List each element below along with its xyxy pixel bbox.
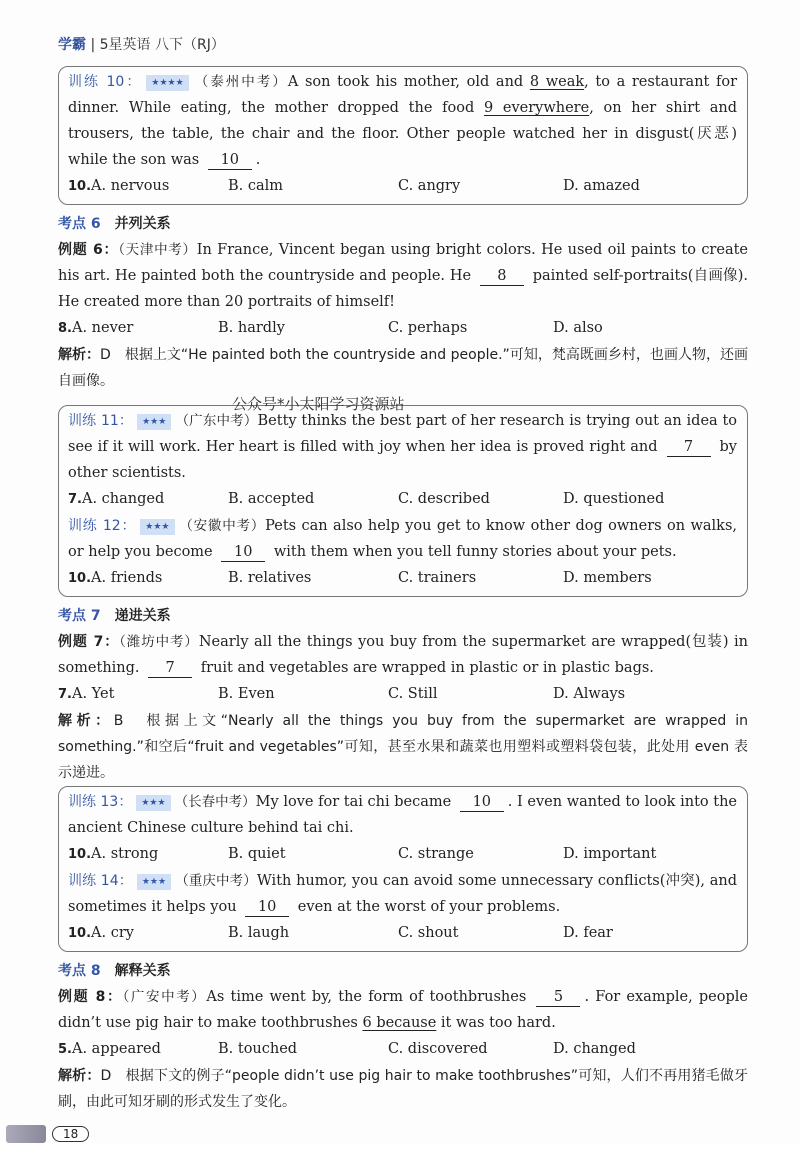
analysis-label: 解析： xyxy=(58,713,114,729)
footer-tab xyxy=(6,1125,46,1143)
question-text xyxy=(58,237,748,315)
text-segment: with them when you tell funny stories about your pets. xyxy=(269,544,677,560)
option-c xyxy=(398,565,563,592)
answer-blank: 5 xyxy=(536,988,580,1007)
option-a xyxy=(68,565,228,592)
option-text: A. appeared xyxy=(71,1041,161,1057)
text-segment: With humor, you can avoid some unnecessary conflicts(冲突), and sometimes it helps you xyxy=(68,873,738,915)
exercise-label: 训练 11： xyxy=(68,413,134,429)
option-b xyxy=(218,681,388,708)
text-segment: 9 everywhere xyxy=(483,100,590,116)
option-text: D. amazed xyxy=(563,178,640,194)
answer-options xyxy=(68,841,737,868)
option-text: B. relatives xyxy=(228,570,312,586)
text-segment: My love for tai chi became xyxy=(255,794,456,810)
topic-number: 考点 6 xyxy=(58,216,101,232)
answer-options xyxy=(68,920,737,947)
option-text: D. fear xyxy=(563,925,613,941)
option-a xyxy=(58,315,218,342)
text-segment: 8 weak xyxy=(529,74,585,90)
example-label: 例题 6： xyxy=(58,242,119,258)
option-c xyxy=(398,920,563,947)
option-text: C. strange xyxy=(398,846,474,862)
exam-source: （广安中考） xyxy=(122,989,207,1005)
book-series: 5星英语 八下（RJ） xyxy=(99,37,225,53)
topic-title: 递进关系 xyxy=(114,608,171,624)
text-segment: A son took his mother, old and xyxy=(287,74,530,90)
answer-blank: 10 xyxy=(460,793,504,812)
text-segment: In France, Vincent began using bright colors. He used oil paints to create his art. He painted both the countryside and people. He xyxy=(58,242,749,284)
option-text: C. Still xyxy=(388,686,438,702)
option-c xyxy=(398,173,563,200)
option-a xyxy=(68,173,228,200)
option-text: B. accepted xyxy=(228,491,315,507)
topic-title: 解释关系 xyxy=(114,963,171,979)
option-d xyxy=(563,841,737,868)
text-segment: by other scientists. xyxy=(68,439,737,481)
answer-options xyxy=(68,565,737,592)
question-text xyxy=(68,408,737,486)
question-text xyxy=(68,868,737,920)
exercise-content xyxy=(58,0,748,1115)
exercise-box xyxy=(58,786,748,952)
topic-title: 并列关系 xyxy=(114,216,171,232)
option-text: D. members xyxy=(563,570,652,586)
option-a xyxy=(58,1036,218,1063)
topic-heading xyxy=(58,958,748,984)
text-segment: Betty thinks the best part of her research is trying out an idea to see if it will work. Her heart is filled with joy when her idea is proved right and xyxy=(68,413,738,455)
option-text: A. never xyxy=(71,320,134,336)
option-text: A. nervous xyxy=(91,178,170,194)
topic-heading xyxy=(58,211,748,237)
question-number: 7. xyxy=(68,492,82,507)
example-label: 例题 8： xyxy=(58,989,123,1005)
text-segment: Pets can also help you get to know other dog owners on walks, or help you become xyxy=(68,518,738,560)
option-text: C. discovered xyxy=(388,1041,488,1057)
option-text: C. shout xyxy=(398,925,459,941)
option-text: D. changed xyxy=(553,1041,636,1057)
option-d xyxy=(553,1036,748,1063)
option-text: B. laugh xyxy=(228,925,290,941)
question-text xyxy=(68,513,737,565)
option-text: B. Even xyxy=(218,686,275,702)
answer-options xyxy=(68,486,737,513)
option-text: D. also xyxy=(553,320,603,336)
option-c xyxy=(388,681,553,708)
answer-blank: 10 xyxy=(245,898,289,917)
brand-logo: 学霸 xyxy=(58,37,86,53)
option-d xyxy=(553,315,748,342)
analysis xyxy=(58,708,748,786)
option-a xyxy=(68,486,228,513)
example-label: 例题 7： xyxy=(58,634,120,650)
difficulty-stars-icon: ★★★ xyxy=(137,874,171,890)
option-a xyxy=(58,681,218,708)
topic-number: 考点 7 xyxy=(58,608,101,624)
option-b xyxy=(228,841,398,868)
option-text: B. hardly xyxy=(218,320,285,336)
option-text: D. questioned xyxy=(563,491,665,507)
option-b xyxy=(228,920,398,947)
analysis-text: D 根据下文的例子“people didn’t use pig hair to make toothbrushes”可知，人们不再用猪毛做牙刷，由此可知牙刷的形式发生了变化。 xyxy=(58,1068,749,1110)
option-text: A. cry xyxy=(91,925,134,941)
text-segment: , to a restaurant for dinner. While eating, the mother dropped the food xyxy=(68,74,738,116)
option-text: C. described xyxy=(398,491,490,507)
exercise-label: 训练 12： xyxy=(68,518,137,534)
text-segment: 6 because xyxy=(362,1015,437,1031)
option-text: C. trainers xyxy=(398,570,477,586)
text-segment: it was too hard. xyxy=(436,1015,556,1031)
question-number: 10. xyxy=(68,571,92,586)
answer-blank: 10 xyxy=(221,543,265,562)
option-d xyxy=(553,681,748,708)
exam-source: （重庆中考） xyxy=(175,873,257,889)
analysis xyxy=(58,342,748,394)
topic-heading xyxy=(58,603,748,629)
option-text: B. calm xyxy=(228,178,284,194)
option-text: A. changed xyxy=(81,491,165,507)
question-number: 8. xyxy=(58,321,72,336)
answer-options xyxy=(68,173,737,200)
option-b xyxy=(228,173,398,200)
option-text: B. touched xyxy=(218,1041,298,1057)
analysis-text: D 根据上文“He painted both the countryside and people.”可知，梵高既画乡村，也画人物，还画自画像。 xyxy=(58,347,749,389)
analysis xyxy=(58,1063,748,1115)
watermark: 公众号*小太阳学习资源站 xyxy=(232,395,405,413)
option-text: D. Always xyxy=(553,686,626,702)
option-c xyxy=(388,315,553,342)
page-number: 18 xyxy=(52,1126,89,1142)
exercise-label: 训练 14： xyxy=(68,873,133,889)
option-d xyxy=(563,486,737,513)
option-d xyxy=(563,565,737,592)
exam-source: （天津中考） xyxy=(118,242,197,258)
question-number: 10. xyxy=(68,926,92,941)
question-number: 10. xyxy=(68,179,92,194)
option-c xyxy=(398,841,563,868)
option-c xyxy=(388,1036,553,1063)
question-text xyxy=(68,69,737,173)
page-footer xyxy=(6,1123,800,1143)
option-d xyxy=(563,173,737,200)
question-text xyxy=(58,984,748,1036)
exercise-box xyxy=(58,66,748,205)
text-segment: painted self-portraits(自画像). He created more than 20 portraits of himself! xyxy=(58,268,748,310)
exercise-box xyxy=(58,405,748,597)
topic-number: 考点 8 xyxy=(58,963,101,979)
question-number: 5. xyxy=(58,1042,72,1057)
answer-blank: 7 xyxy=(667,438,711,457)
option-b xyxy=(218,315,388,342)
option-d xyxy=(563,920,737,947)
option-c xyxy=(398,486,563,513)
answer-options xyxy=(58,1036,748,1063)
exam-source: （泰州中考） xyxy=(192,74,288,90)
answer-blank: 7 xyxy=(148,659,192,678)
difficulty-stars-icon: ★★★★ xyxy=(146,75,188,91)
option-a xyxy=(68,920,228,947)
answer-blank: 10 xyxy=(208,151,252,170)
exercise-label: 训练 13： xyxy=(68,794,133,810)
analysis-label: 解析： xyxy=(58,347,101,363)
analysis-label: 解析： xyxy=(58,1068,101,1084)
difficulty-stars-icon: ★★★ xyxy=(136,795,170,811)
difficulty-stars-icon: ★★★ xyxy=(137,414,171,430)
answer-blank: 8 xyxy=(480,267,524,286)
option-text: C. perhaps xyxy=(388,320,468,336)
option-text: B. quiet xyxy=(228,846,286,862)
difficulty-stars-icon: ★★★ xyxy=(140,519,174,535)
exam-source: （潍坊中考） xyxy=(119,634,199,650)
answer-options xyxy=(58,681,748,708)
analysis-text: B 根据上文“Nearly all the things you buy from the supermarket are wrapped in something.”和空后“fruit and vegetables”可知，甚至水果和蔬菜也用塑料或塑料袋包装，此处用 even 表示递进。 xyxy=(58,713,748,781)
option-text: C. angry xyxy=(398,178,461,194)
text-segment: Nearly all the things you buy from the supermarket are wrapped(包装) in something. xyxy=(58,634,748,676)
option-b xyxy=(228,486,398,513)
option-b xyxy=(228,565,398,592)
exam-source: （安徽中考） xyxy=(178,518,266,534)
option-text: D. important xyxy=(563,846,657,862)
page-header: 学霸 | 5星英语 八下（RJ） xyxy=(58,37,225,53)
question-number: 7. xyxy=(58,687,72,702)
text-segment: . xyxy=(255,152,261,168)
answer-options xyxy=(58,315,748,342)
text-segment: As time went by, the form of toothbrushes xyxy=(206,989,533,1005)
exercise-label: 训练 10： xyxy=(68,74,143,90)
question-text xyxy=(68,789,737,841)
option-text: A. Yet xyxy=(71,686,115,702)
text-segment: . For example, people didn’t use pig hair to make toothbrushes xyxy=(58,989,748,1031)
text-segment: . I even wanted to look into the ancient Chinese culture behind tai chi. xyxy=(68,794,737,836)
question-text xyxy=(58,629,748,681)
option-b xyxy=(218,1036,388,1063)
option-text: A. strong xyxy=(91,846,159,862)
question-number: 10. xyxy=(68,847,92,862)
text-segment: even at the worst of your problems. xyxy=(293,899,561,915)
text-segment: fruit and vegetables are wrapped in plastic or in plastic bags. xyxy=(196,660,654,676)
option-text: A. friends xyxy=(91,570,163,586)
option-a xyxy=(68,841,228,868)
exam-source: （广东中考） xyxy=(175,413,258,429)
text-segment: , on her shirt and trousers, the table, the chair and the floor. Other people watched her in disgust(厌恶) while the son was xyxy=(68,100,738,168)
exam-source: （长春中考） xyxy=(174,794,256,810)
